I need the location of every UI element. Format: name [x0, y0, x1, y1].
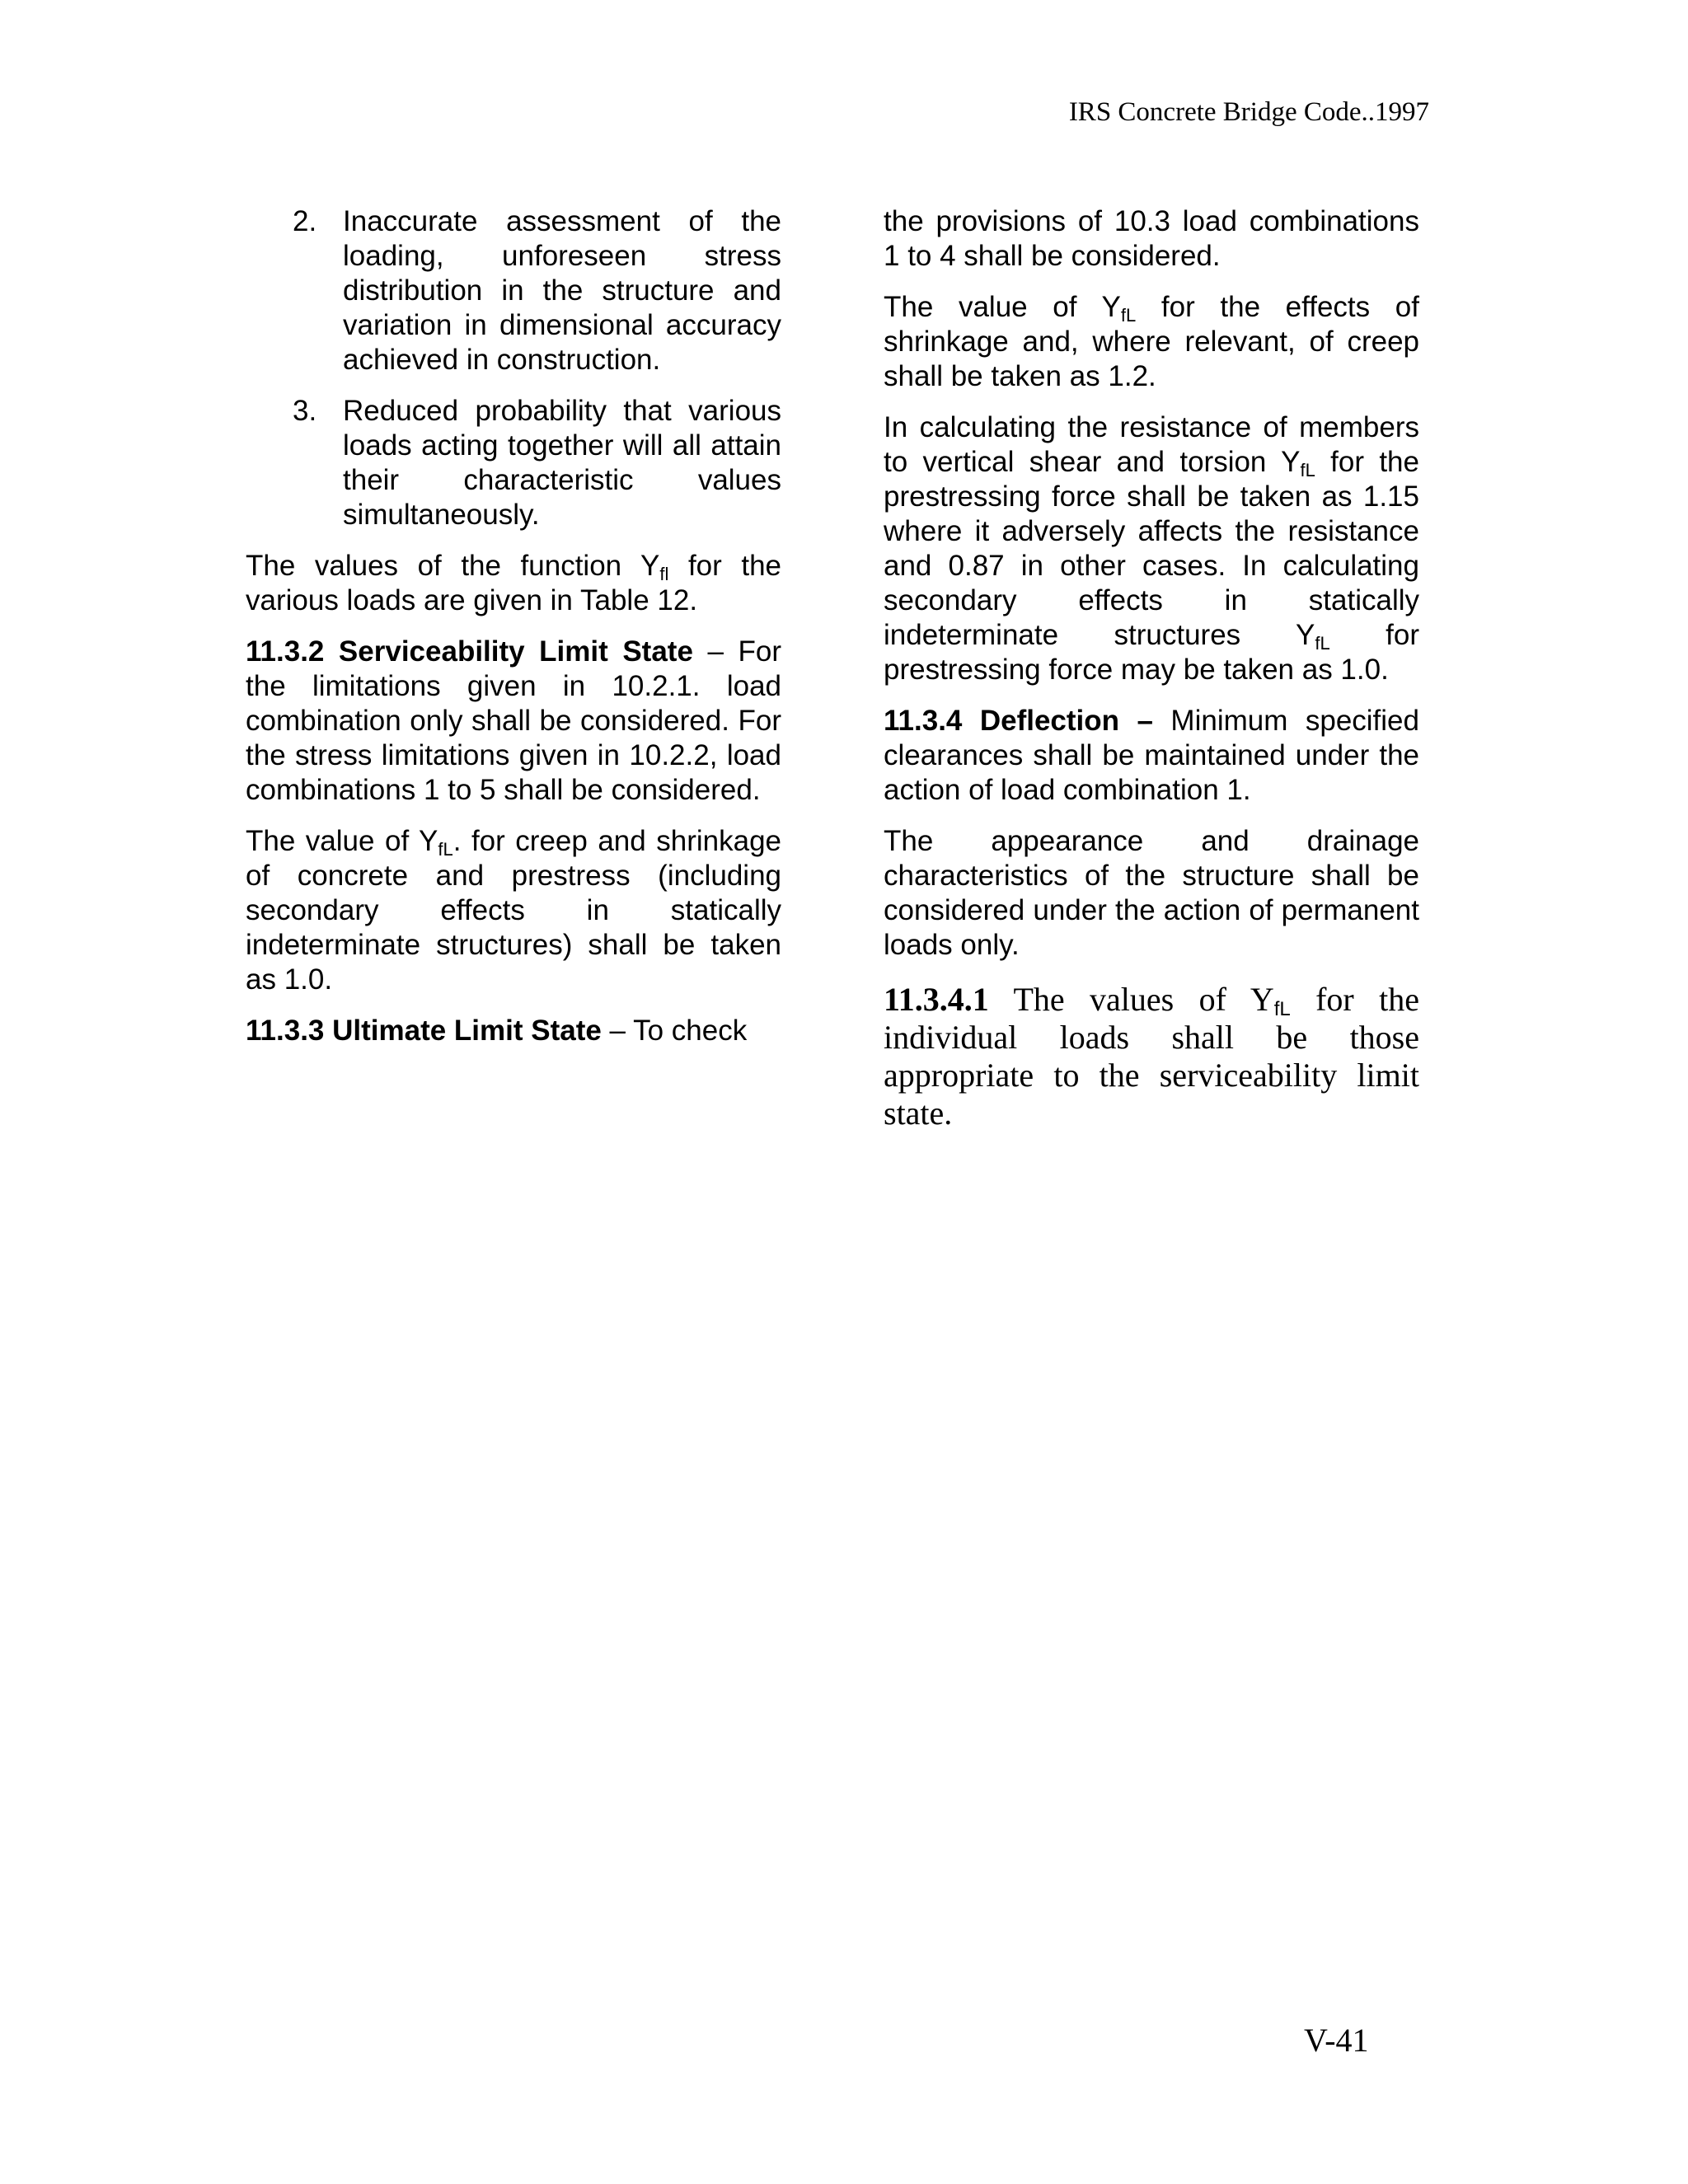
right-column	[884, 204, 1419, 1149]
text-run: The values of the function Y	[246, 550, 660, 582]
list-item	[246, 204, 781, 377]
text-run: for the individual loads shall be those appropriate to the serviceability limit state.	[884, 981, 1419, 1132]
text-run: The values of Y	[988, 981, 1274, 1018]
running-header: IRS Concrete Bridge Code..1997	[1068, 97, 1429, 127]
text-run: The value of Y	[884, 291, 1121, 323]
text-run: for prestressing force may be taken as 1.0.	[884, 619, 1419, 686]
paragraph-appearance: The appearance and drainage characteristics of the structure shall be considered under the action of permanent loads only.	[884, 825, 1419, 961]
list-item	[246, 394, 781, 532]
text-run: . for creep and shrinkage of concrete and prestress (including secondary effects in statically indeterminate structures) shall be taken as 1.0.	[246, 825, 781, 996]
section-heading: 11.3.3 Ultimate Limit State	[246, 1015, 602, 1047]
paragraph-resistance	[884, 410, 1419, 687]
paragraph-continuation: the provisions of 10.3 load combinations 1 to 4 shall be considered.	[884, 205, 1419, 272]
subscript: fl	[659, 564, 669, 584]
subscript: fL	[1273, 998, 1291, 1020]
list-item-text: Reduced probability that various loads acting together will all attain their characteristic values simultaneously.	[343, 395, 781, 531]
list-item-number: 3.	[293, 395, 317, 427]
text-run: for the effects of shrinkage and, where relevant, of creep shall be taken as 1.2.	[884, 291, 1419, 392]
paragraph-creep	[246, 824, 781, 997]
section-text: Minimum specified clearances shall be maintained under the action of load combination 1.	[884, 705, 1419, 806]
section-text: – To check	[601, 1015, 748, 1047]
list-item-number: 2.	[293, 205, 317, 237]
paragraph-function-values	[246, 549, 781, 618]
text-run: In calculating the resistance of members to vertical shear and torsion Y	[884, 411, 1419, 478]
page-number: V-41	[1304, 2022, 1369, 2059]
section-11-3-4-1	[884, 981, 1419, 1132]
list-item-text: Inaccurate assessment of the loading, unforeseen stress distribution in the structure and variation in dimensional accuracy achieved in construction.	[343, 205, 781, 376]
section-11-3-3	[246, 1014, 781, 1048]
text-run: for the prestressing force shall be taken as 1.15 where it adversely affects the resistance and 0.87 in other cases. In calculating secondary effects in statically indeterminate structures Y	[884, 446, 1419, 651]
section-heading: 11.3.4.1	[884, 981, 989, 1018]
text-run: for the various loads are given in Table 12.	[246, 550, 781, 616]
subscript: fL	[1300, 460, 1315, 480]
paragraph-shrinkage	[884, 290, 1419, 394]
section-heading: 11.3.2 Serviceability Limit State	[246, 635, 693, 668]
subscript: fL	[1315, 633, 1330, 654]
section-heading: 11.3.4 Deflection –	[884, 705, 1153, 737]
section-11-3-4	[884, 704, 1419, 808]
left-column	[246, 204, 781, 1065]
section-11-3-2	[246, 635, 781, 808]
section-text: – For the limitations given in 10.2.1. load combination only shall be considered. For the stress limitations given in 10.2.2, load combinations 1 to 5 shall be considered.	[246, 635, 781, 806]
text-run: The value of Y	[246, 825, 438, 857]
subscript: fL	[438, 839, 453, 860]
subscript: fL	[1120, 305, 1137, 326]
